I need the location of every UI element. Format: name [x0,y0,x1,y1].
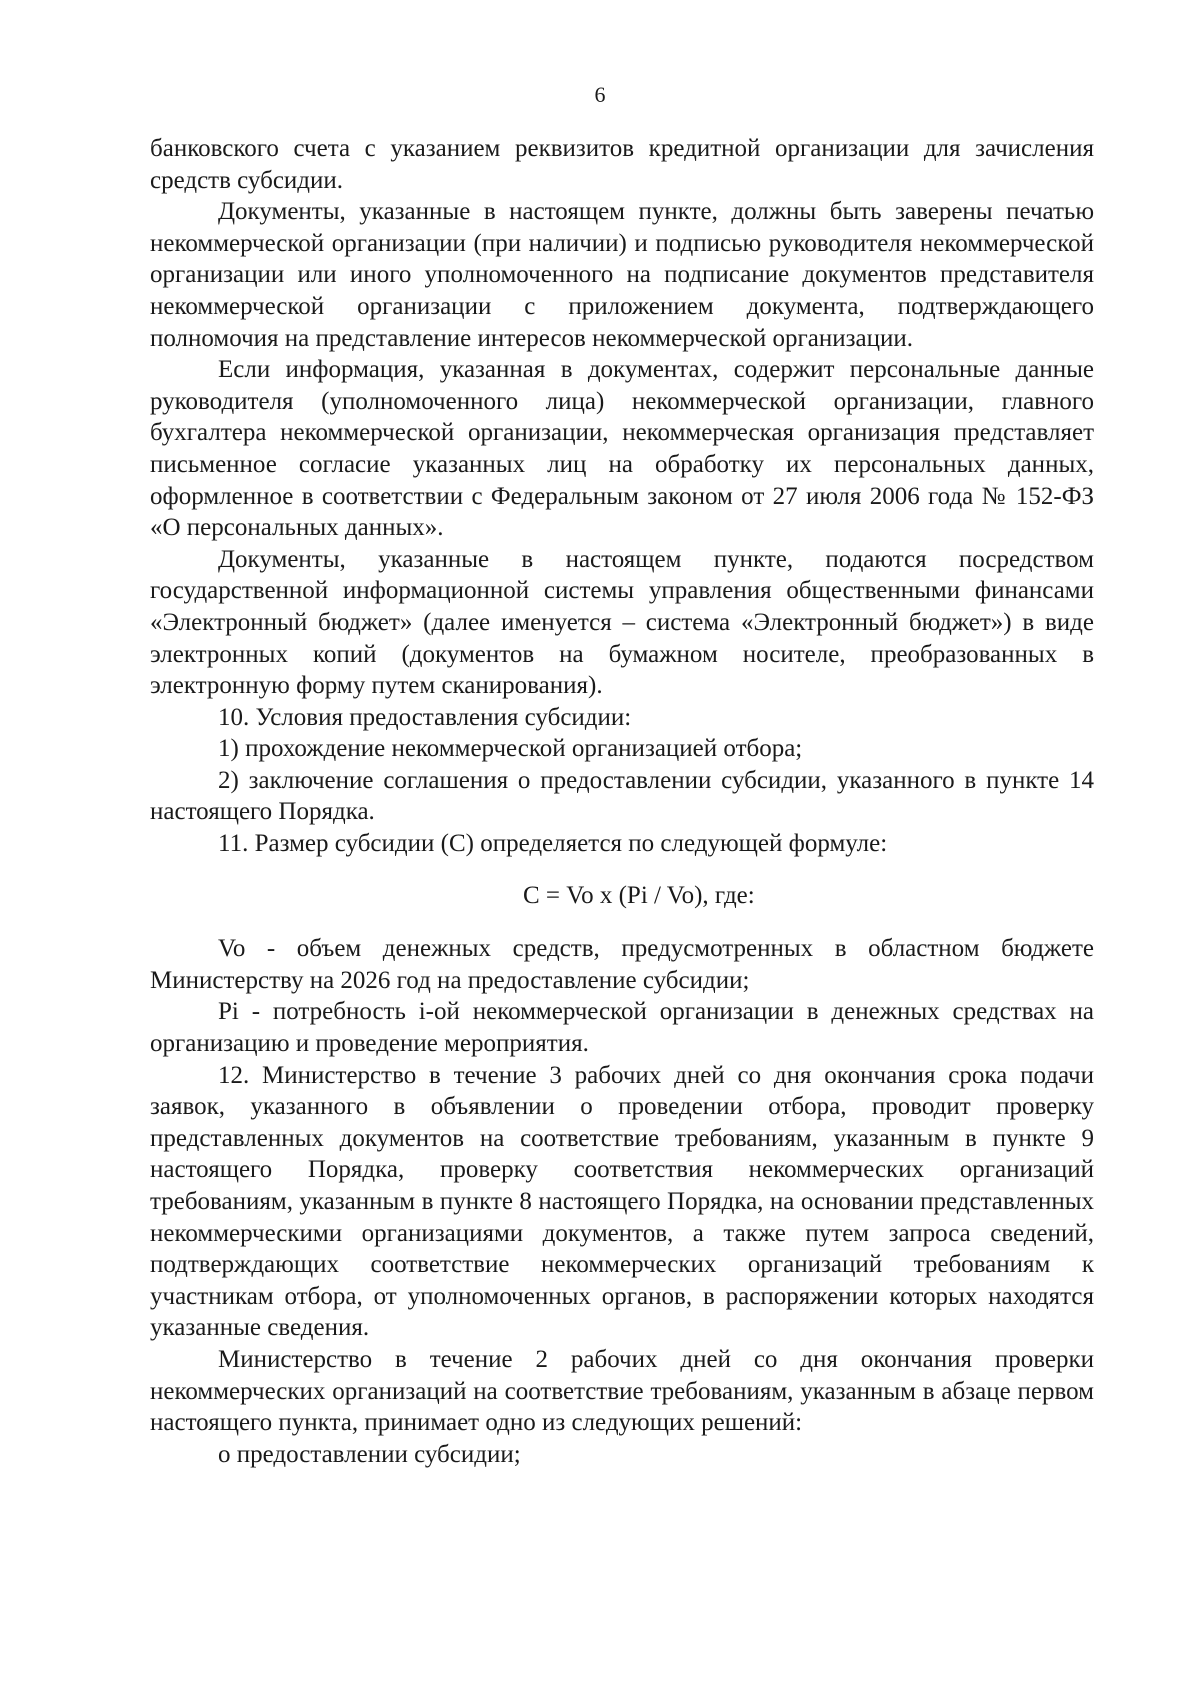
paragraph-electronic-budget: Документы, указанные в настоящем пункте, подаются посредством государственной информационной системы управления общественными финансами «Электронный бюджет» (далее именуется – система «Электронный бюджет») в виде электронных копий (документов на бумажном носителе, преобразованных в электронную форму путем сканирования). [150,545,1094,700]
paragraph-item-12: 12. Министерство в течение 3 рабочих дней со дня окончания срока подачи заявок, указанного в объявлении о проведении отбора, проводит проверку представленных документов на соответствие требованиям, указанным в пункте 9 настоящего Порядка, проверку соответствия некоммерческих организаций требованиям, указанным в пункте 8 настоящего Порядка, на основании представленных некоммерческими организациями документов, а также путем запроса сведений, подтверждающих соответствие некоммерческих организаций требованиям к участникам отбора, от уполномоченных органов, в распоряжении которых находятся указанные сведения. [150,1061,1094,1342]
paragraph-item-10-1: 1) прохождение некоммерческой организацией отбора; [218,735,803,763]
paragraph-item-11: 11. Размер субсидии (С) определяется по следующей формуле: [218,830,888,858]
document-body [150,133,1094,1470]
paragraph-bank-account: банковского счета с указанием реквизитов кредитной организации для зачисления средств субсидии. [150,135,1094,194]
paragraph-item-10-2: 2) заключение соглашения о предоставлении субсидии, указанного в пункте 14 настоящего Порядка. [150,766,1094,826]
paragraph-documents-certified: Документы, указанные в настоящем пункте, должны быть заверены печатью некоммерческой организации (при наличии) и подписью руководителя некоммерческой организации или иного уполномоченного на подписание документов представителя некоммерческой организации с приложением документа, подтверждающего полномочия на представление интересов некоммерческой организации. [150,198,1094,352]
paragraph-personal-data: Если информация, указанная в документах, содержит персональные данные руководителя (уполномоченного лица) некоммерческой организации, главного бухгалтера некоммерческой организации, некоммерческая организация представляет письменное согласие указанных лиц на обработку их персональных данных, оформленное в соответствии с Федеральным законом от 27 июля 2006 года № 152-ФЗ «О персональных данных». [150,356,1094,542]
paragraph-vo-definition: Vo - объем денежных средств, предусмотренных в областном бюджете Министерству на 2026 год на предоставление субсидии; [150,935,1094,994]
paragraph-decision: Министерство в течение 2 рабочих дней со дня окончания проверки некоммерческих организаций на соответствие требованиям, указанным в абзаце первом настоящего пункта, принимает одно из следующих решений: [150,1345,1094,1437]
paragraph-item-10: 10. Условия предоставления субсидии: [218,703,632,731]
paragraph-grant-decision: о предоставлении субсидии; [218,1440,521,1468]
page-number: 6 [594,82,606,107]
subsidy-formula: С = Vo x (Pi / Vo), где: [523,881,755,909]
paragraph-pi-definition: Pi - потребность i-ой некоммерческой организации в денежных средствах на организацию и проведение мероприятия. [150,998,1094,1058]
